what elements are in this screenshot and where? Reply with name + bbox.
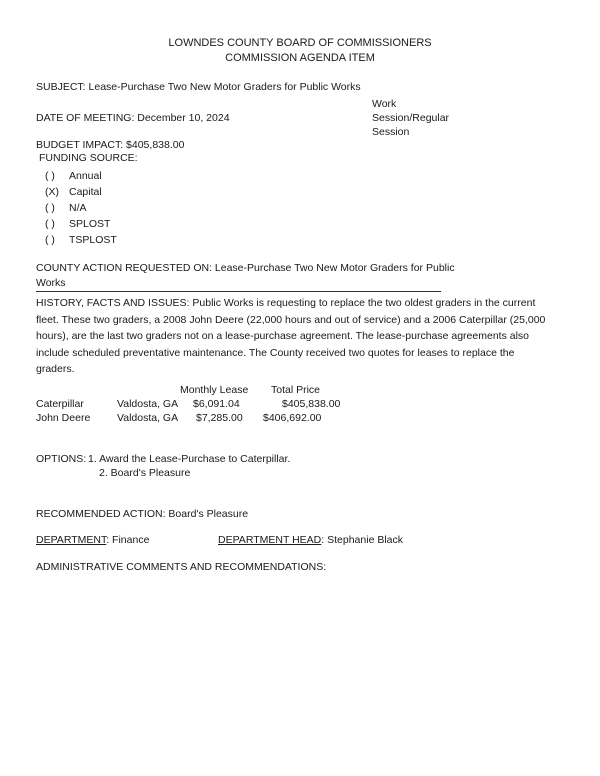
department-head-value: : Stephanie Black — [321, 534, 403, 546]
monthly-lease: $6,091.04 — [193, 398, 240, 410]
history-facts-issues: HISTORY, FACTS AND ISSUES: Public Works is requesting to replace the two oldest graders in the current fleet. These two graders, a 2008 John Deere (22,000 hours and out of service) and a 2006 Caterpillar (25,000 hours), are the last two graders not on a lease-purchase agreement. The lease-purchase agreements also include scheduled preventative maintenance. The County received two quotes for leases to replace the graders. — [36, 297, 546, 375]
location: Valdosta, GA — [117, 412, 179, 424]
meeting-type-2: Session/Regular — [372, 112, 450, 124]
funding-mark: ( ) — [45, 202, 55, 214]
vendor: Caterpillar — [36, 398, 84, 410]
department-head-label: DEPARTMENT HEAD — [218, 534, 322, 546]
subject: SUBJECT: Lease-Purchase Two New Motor Graders for Public Works — [36, 81, 361, 93]
meeting-type-1: Work — [372, 98, 397, 110]
location: Valdosta, GA — [117, 398, 179, 410]
total-price: $406,692.00 — [263, 412, 322, 424]
funding-mark: (X) — [45, 186, 59, 198]
funding-mark: ( ) — [45, 170, 55, 182]
column-header: Total Price — [271, 384, 321, 396]
header-subtitle: COMMISSION AGENDA ITEM — [225, 52, 375, 64]
total-price: $405,838.00 — [282, 398, 341, 410]
funding-option: TSPLOST — [69, 234, 117, 246]
department-head — [218, 534, 403, 547]
option-item: 2. Board's Pleasure — [99, 467, 191, 479]
monthly-lease: $7,285.00 — [196, 412, 243, 424]
admin-comments: ADMINISTRATIVE COMMENTS AND RECOMMENDATIONS: — [36, 561, 327, 573]
recommended-action: RECOMMENDED ACTION: Board's Pleasure — [36, 508, 249, 520]
options-label: OPTIONS: — [36, 453, 87, 465]
department — [36, 534, 149, 547]
department-label: DEPARTMENT — [36, 534, 107, 546]
header-title: LOWNDES COUNTY BOARD OF COMMISSIONERS — [168, 37, 432, 49]
county-action-cont: Works — [36, 277, 66, 289]
funding-option: Capital — [69, 186, 102, 198]
column-header: Monthly Lease — [180, 384, 249, 396]
county-action: COUNTY ACTION REQUESTED ON: Lease-Purchase Two New Motor Graders for Public — [36, 262, 455, 274]
funding-option: N/A — [69, 202, 87, 214]
option-item: 1. Award the Lease-Purchase to Caterpillar. — [88, 453, 291, 465]
budget-impact: BUDGET IMPACT: $405,838.00 — [36, 139, 185, 151]
meeting-type-3: Session — [372, 126, 410, 138]
department-value: : Finance — [106, 534, 150, 546]
funding-mark: ( ) — [45, 234, 55, 246]
date-of-meeting: DATE OF MEETING: December 10, 2024 — [36, 112, 230, 124]
funding-option: Annual — [69, 170, 102, 182]
divider — [36, 291, 441, 292]
vendor: John Deere — [36, 412, 91, 424]
funding-option: SPLOST — [69, 218, 111, 230]
funding-source-label: FUNDING SOURCE: — [39, 152, 138, 164]
funding-mark: ( ) — [45, 218, 55, 230]
